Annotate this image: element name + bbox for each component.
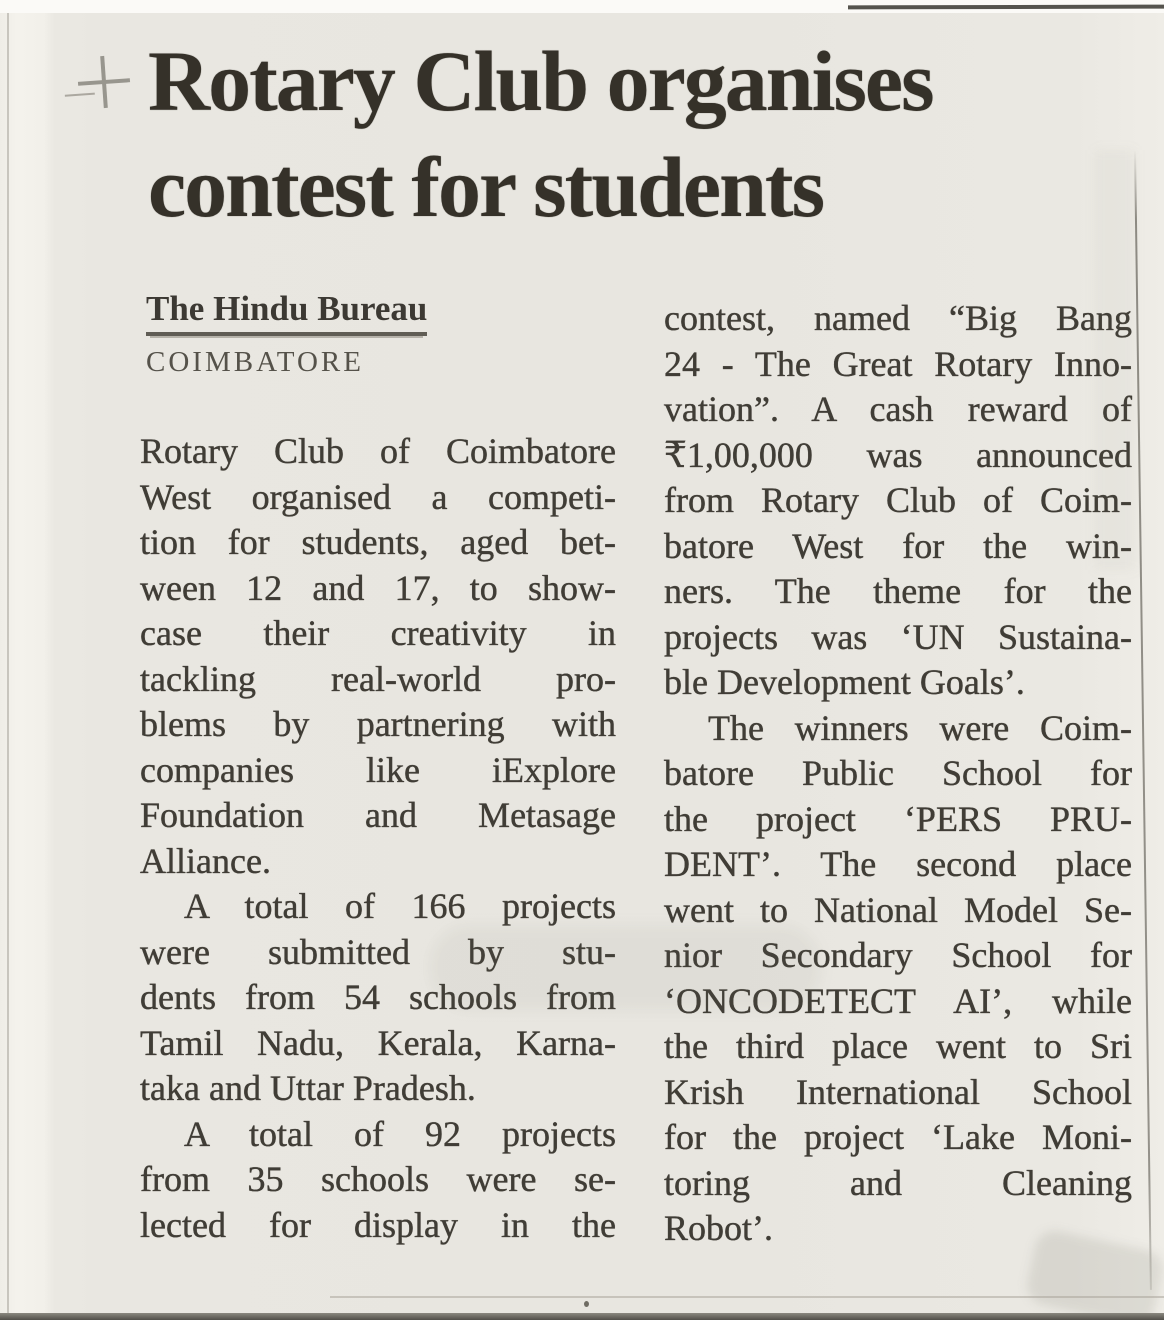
body-line: from 35 schools were se- bbox=[140, 1159, 616, 1199]
bleed-through-smudge bbox=[430, 925, 820, 1010]
body-line: Rotary Club of Coimbatore bbox=[140, 431, 616, 471]
paper-fold-shadow bbox=[7, 13, 9, 1320]
body-line: ble Development Goals’. bbox=[664, 662, 1025, 702]
registration-cross-icon bbox=[76, 54, 132, 110]
body-line: projects was ‘UN Sustaina- bbox=[664, 616, 1132, 657]
body-line: blems by partnering with bbox=[140, 704, 616, 744]
cross-extra-stroke bbox=[65, 93, 95, 97]
byline-author: The Hindu Bureau bbox=[146, 289, 427, 336]
body-line: ‘ONCODETECT AI’, while bbox=[664, 980, 1132, 1021]
headline-line-1: Rotary Club organises bbox=[148, 33, 933, 129]
body-line: ween 12 and 17, to show- bbox=[140, 567, 616, 608]
headline-line-2: contest for students bbox=[148, 139, 824, 235]
body-line: were submitted by stu- bbox=[140, 931, 616, 972]
body-line: vation”. A cash reward of bbox=[664, 389, 1132, 429]
body-line: Tamil Nadu, Kerala, Karna- bbox=[140, 1022, 616, 1063]
body-line: Foundation and Metasage bbox=[140, 795, 616, 835]
body-line: toring and Cleaning bbox=[664, 1162, 1132, 1203]
ink-speck bbox=[584, 1301, 589, 1307]
column-rule-right bbox=[1134, 150, 1152, 1290]
paragraph bbox=[140, 429, 616, 884]
body-line: A total of 92 projects bbox=[184, 1113, 616, 1154]
byline-dateline: COIMBATORE bbox=[146, 346, 364, 378]
body-line: DENT’. The second place bbox=[664, 844, 1132, 884]
scan-faint-line bbox=[330, 1296, 1164, 1298]
body-line: contest, named “Big Bang bbox=[664, 298, 1132, 338]
body-line: went to National Model Se- bbox=[664, 889, 1132, 930]
body-line: companies like iExplore bbox=[140, 749, 616, 790]
column-left bbox=[140, 429, 616, 1248]
body-line: tackling real-world pro- bbox=[140, 658, 616, 699]
body-line: A total of 166 projects bbox=[184, 886, 616, 926]
body-line: ₹1,00,000 was announced bbox=[664, 434, 1132, 475]
body-line: the project ‘PERS PRU- bbox=[664, 798, 1132, 839]
headline bbox=[148, 28, 933, 240]
body-line: from Rotary Club of Coim- bbox=[664, 480, 1132, 520]
body-line: taka and Uttar Pradesh. bbox=[140, 1068, 476, 1108]
bleed-through-smudge bbox=[1024, 1227, 1164, 1320]
paragraph bbox=[140, 1112, 616, 1249]
body-line: batore West for the win- bbox=[664, 525, 1132, 566]
scan-top-rule bbox=[848, 5, 1164, 10]
body-line: tion for students, aged bet- bbox=[140, 522, 616, 562]
body-line: lected for display in the bbox=[140, 1204, 616, 1245]
paragraph bbox=[664, 296, 1132, 706]
body-line: West organised a competi- bbox=[140, 476, 616, 517]
body-line: for the project ‘Lake Moni- bbox=[664, 1117, 1132, 1157]
body-line: Robot’. bbox=[664, 1208, 774, 1248]
body-line: ners. The theme for the bbox=[664, 571, 1132, 611]
body-line: the third place went to Sri bbox=[664, 1026, 1132, 1066]
body-line: 24 - The Great Rotary Inno- bbox=[664, 343, 1132, 384]
body-line: Alliance. bbox=[140, 840, 271, 881]
body-line: case their creativity in bbox=[140, 613, 616, 653]
body-line: The winners were Coim- bbox=[708, 707, 1132, 748]
scan-bottom-edge bbox=[0, 1313, 1164, 1320]
byline-block bbox=[146, 289, 427, 379]
bleed-through-smudge bbox=[1095, 150, 1135, 570]
body-line: dents from 54 schools from bbox=[140, 977, 616, 1017]
body-line: nior Secondary School for bbox=[664, 935, 1132, 975]
body-line: batore Public School for bbox=[664, 753, 1132, 793]
body-line: Krish International School bbox=[664, 1071, 1132, 1112]
column-right bbox=[664, 296, 1132, 1252]
